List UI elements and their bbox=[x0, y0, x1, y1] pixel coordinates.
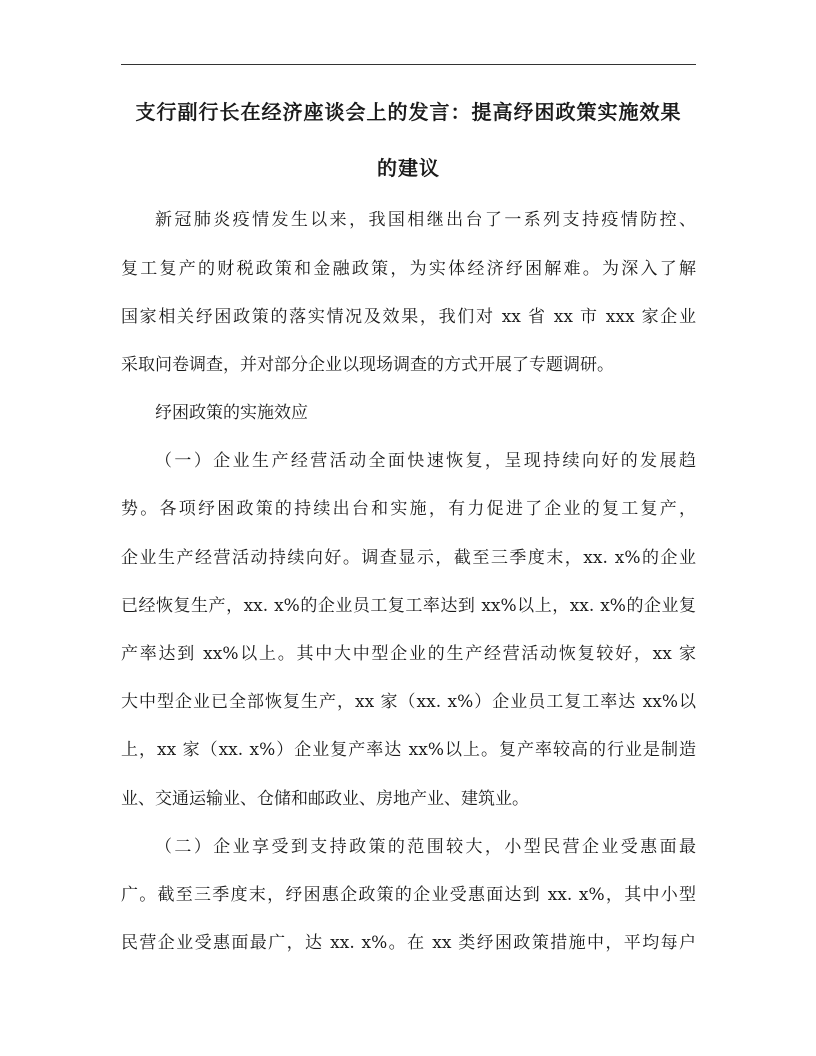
document-title-line-2: 的建议 bbox=[377, 156, 440, 180]
paragraph-2-line-3: 企业生产经营活动持续向好。调查显示，截至三季度末，xx. x%的企业 bbox=[121, 548, 696, 568]
paragraph-1-line-3: 国家相关纾困政策的落实情况及效果，我们对 xx 省 xx 市 xxx 家企业 bbox=[121, 307, 696, 327]
paragraph-3-line-2: 广。截至三季度末，纾困惠企政策的企业受惠面达到 xx. x%，其中小型 bbox=[121, 885, 696, 905]
paragraph-2-line-6: 大中型企业已全部恢复生产，xx 家（xx. x%）企业员工复工率达 xx%以 bbox=[121, 692, 696, 712]
paragraph-2-line-4: 已经恢复生产，xx. x%的企业员工复工率达到 xx%以上，xx. x%的企业复 bbox=[121, 596, 696, 616]
header-rule bbox=[121, 64, 696, 65]
paragraph-2-line-1: （一）企业生产经营活动全面快速恢复，呈现持续向好的发展趋 bbox=[155, 451, 696, 471]
paragraph-1-line-1: 新冠肺炎疫情发生以来，我国相继出台了一系列支持疫情防控、 bbox=[155, 210, 696, 230]
section-heading: 纾困政策的实施效应 bbox=[155, 403, 308, 423]
paragraph-2-line-8: 业、交通运输业、仓储和邮政业、房地产业、建筑业。 bbox=[121, 789, 529, 809]
paragraph-1-line-4: 采取问卷调查，并对部分企业以现场调查的方式开展了专题调研。 bbox=[121, 355, 614, 375]
paragraph-3-line-3: 民营企业受惠面最广，达 xx. x%。在 xx 类纾困政策措施中，平均每户 bbox=[121, 933, 696, 953]
paragraph-3-line-1: （二）企业享受到支持政策的范围较大，小型民营企业受惠面最 bbox=[155, 837, 696, 857]
paragraph-1-line-2: 复工复产的财税政策和金融政策，为实体经济纾困解难。为深入了解 bbox=[121, 259, 696, 279]
paragraph-2-line-7: 上，xx 家（xx. x%）企业复产率达 xx%以上。复产率较高的行业是制造 bbox=[121, 740, 696, 760]
document-title-line-1: 支行副行长在经济座谈会上的发言：提高纾困政策实施效果 bbox=[135, 100, 682, 124]
paragraph-2-line-2: 势。各项纾困政策的持续出台和实施，有力促进了企业的复工复产， bbox=[121, 499, 696, 519]
paragraph-2-line-5: 产率达到 xx%以上。其中大中型企业的生产经营活动恢复较好，xx 家 bbox=[121, 644, 696, 664]
